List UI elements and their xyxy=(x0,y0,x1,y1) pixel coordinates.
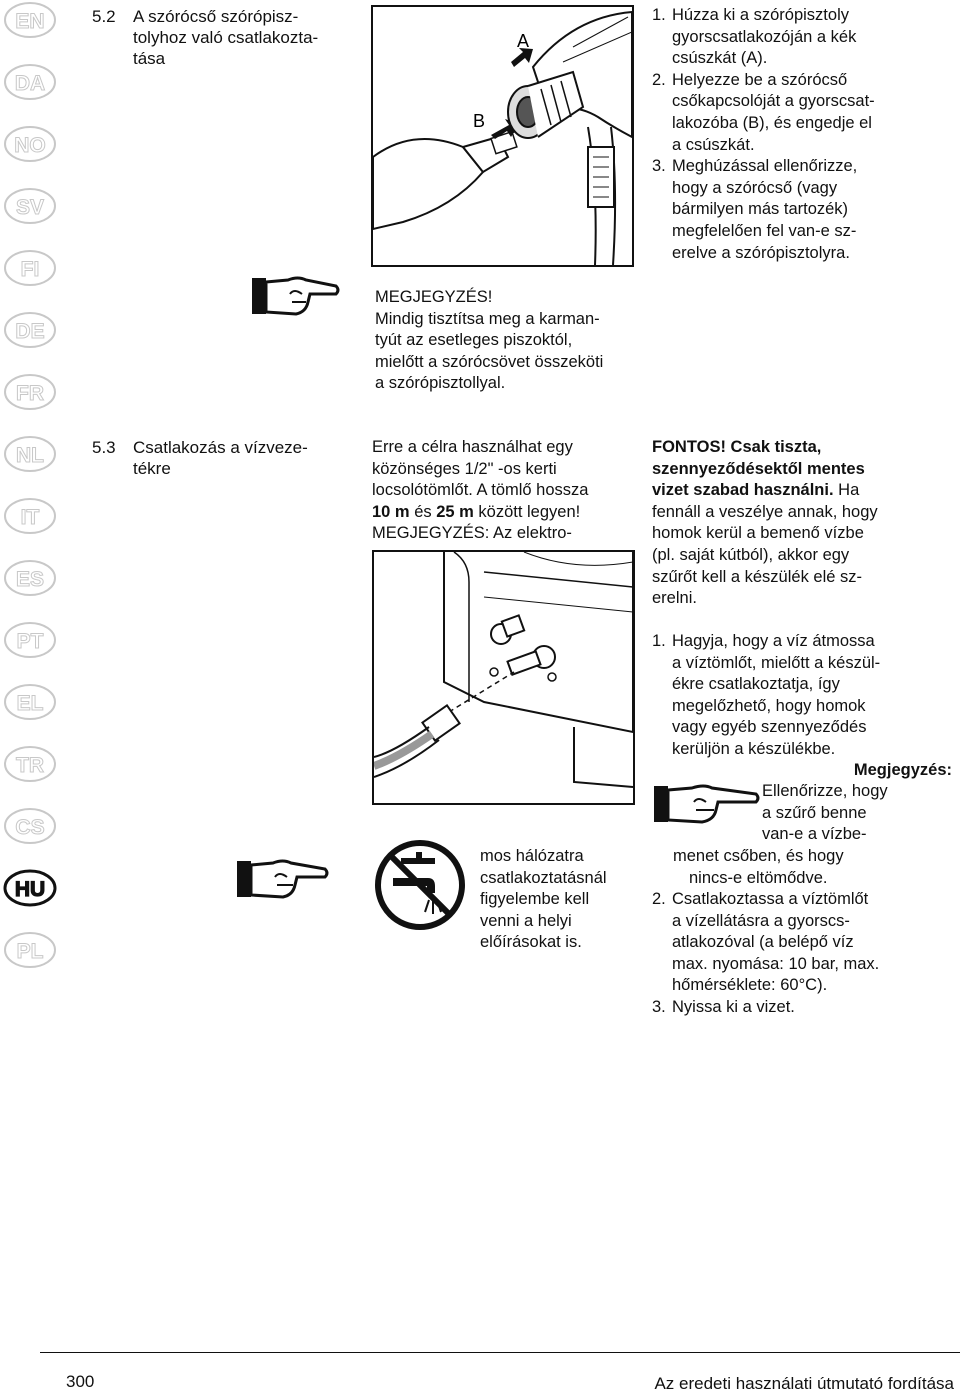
electrical-note: mos hálózatra csatlakoztatásnál figyelembe kell venni a helyi előírásokat is. xyxy=(480,847,607,952)
step-1: 1. Húzza ki a szórópisztoly gyorscsatlakozóján a kék csúszkát (A). xyxy=(652,6,857,68)
no-tap-water-icon xyxy=(373,838,468,933)
svg-text:DE: DE xyxy=(15,320,45,343)
language-tab-it xyxy=(2,496,58,536)
note-filter-tail: menet csőben, és hogy nincs-e eltömődve. xyxy=(673,847,844,887)
section-5-3-number: 5.3 xyxy=(92,438,116,457)
footer-title: Az eredeti használati útmutató fordítása xyxy=(654,1374,954,1393)
svg-text:PT: PT xyxy=(16,630,44,653)
section-5-2-number: 5.2 xyxy=(92,7,116,26)
language-tab-da xyxy=(2,62,58,102)
step-3: 3. Meghúzással ellenőrizze, hogy a szórócső (vagy bármilyen más tartozék) megfelelően fel van-e sz- erelve a szórópisztolyra. xyxy=(652,157,858,262)
step-2: 2. Helyezze be a szórócső csőkapcsolóját a gyorscsat- lakozóba (B), és engedje el a csúszkát. xyxy=(652,70,875,154)
language-tab-hu xyxy=(2,868,58,908)
language-tab-es xyxy=(2,558,58,598)
svg-text:TR: TR xyxy=(16,754,44,777)
language-tab-nl xyxy=(2,434,58,474)
warning-clean-water: FONTOS! Csak tiszta, szennyeződésektől mentes vizet szabad használni. Ha fennáll a veszélye annak, hogy homok kerül a bemenő vízbe (pl. saját kútból), akkor egy szűrőt kell a készülék elé sz- erelni. xyxy=(652,438,878,608)
svg-text:DA: DA xyxy=(14,72,46,95)
language-tab-cs xyxy=(2,806,58,846)
language-tab-fi xyxy=(2,248,58,288)
language-tab-fr xyxy=(2,372,58,412)
language-tab-sv xyxy=(2,186,58,226)
language-tab-el xyxy=(2,682,58,722)
svg-text:SV: SV xyxy=(15,196,45,219)
note-filter: Ellenőrizze, hogy a szűrő benne van-e a vízbe- xyxy=(762,782,888,844)
pointing-hand-icon xyxy=(652,780,762,830)
figure-lance-connection xyxy=(371,5,634,267)
page-number: 300 xyxy=(66,1372,95,1391)
svg-text:EL: EL xyxy=(16,692,44,715)
label-a: A xyxy=(517,31,530,51)
svg-text:CS: CS xyxy=(15,816,45,839)
language-tab-no xyxy=(2,124,58,164)
svg-text:FR: FR xyxy=(16,382,44,405)
note-clean-coupler: MEGJEGYZÉS! Mindig tisztítsa meg a karman- tyút az esetleges piszoktól, mielőtt a szórócsövet összeköti a szórópisztollyal. xyxy=(375,288,604,393)
section-5-3-step-1: 1. Hagyja, hogy a víz átmossa a víztömlőt, mielőtt a készül- ékre csatlakoztatja, így megelőzhető, hogy homok vagy egyéb szennyeződés kerüljön a készülékbe. xyxy=(652,632,881,758)
section-5-2-title: A szórócső szórópisz- tolyhoz való csatlakozta- tása xyxy=(133,7,319,68)
svg-text:ES: ES xyxy=(15,568,45,591)
section-5-3-steps-2-3: 2. Csatlakoztassa a víztömlőt a vízellátásra a gyorscs- atlakozóval (a belépő víz max. nyomása: 10 bar, max. hőmérséklete: 60°C). 3. Nyissa ki a vizet. xyxy=(652,890,880,1016)
language-tab-pl xyxy=(2,930,58,970)
language-tab-de xyxy=(2,310,58,350)
svg-text:IT: IT xyxy=(20,506,40,529)
svg-text:NO: NO xyxy=(14,134,46,157)
svg-text:EN: EN xyxy=(15,10,45,33)
note-filter-heading: Megjegyzés: xyxy=(853,761,952,779)
pointing-hand-icon xyxy=(250,272,340,322)
footer-rule xyxy=(40,1352,960,1353)
section-5-2-steps xyxy=(652,5,952,264)
figure-water-inlet xyxy=(372,550,635,805)
svg-text:FI: FI xyxy=(20,258,40,281)
language-tab-pt xyxy=(2,620,58,660)
svg-text:HU: HU xyxy=(14,878,46,901)
label-b: B xyxy=(473,111,486,131)
pointing-hand-icon xyxy=(235,855,330,903)
section-5-3-intro: Erre a célra használhat egy közönséges 1/2" -os kerti locsolótömlőt. A tömlő hossza 10 m és 25 m között legyen! MEGJEGYZÉS: Az elektro- xyxy=(372,438,589,543)
language-tab-en xyxy=(2,0,58,40)
section-5-3-title: Csatlakozás a vízveze- tékre xyxy=(133,438,308,478)
svg-text:PL: PL xyxy=(16,940,44,963)
language-tab-tr xyxy=(2,744,58,784)
svg-text:NL: NL xyxy=(16,444,44,467)
